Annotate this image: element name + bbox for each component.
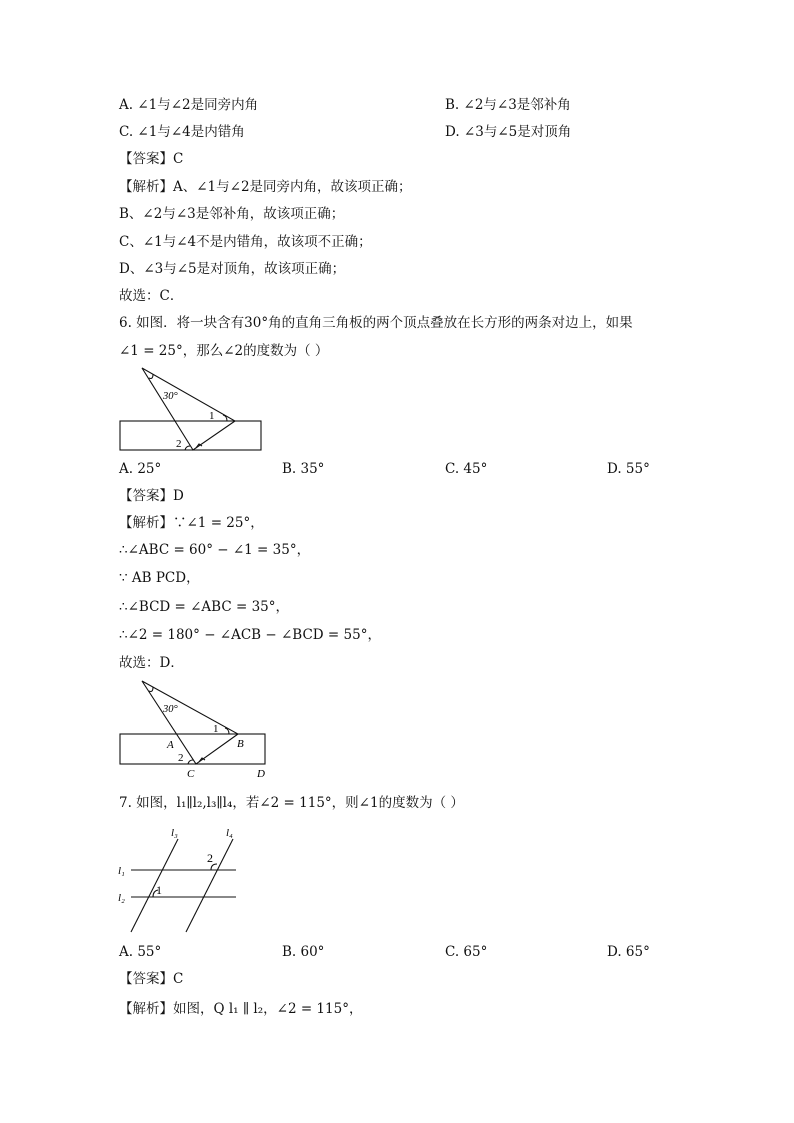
q6-fig1-angle-30: 30°: [163, 391, 178, 402]
q6-fig2-point-b: B: [237, 738, 244, 750]
q6-analysis-line: ∴∠ABC = 60° − ∠1 = 35°，: [119, 542, 311, 558]
q5-option-c: C. ∠1与∠4是内错角: [119, 124, 245, 140]
q5-answer: 【答案】C: [119, 151, 184, 167]
q7-label-l4: l₄: [226, 827, 233, 839]
q5-option-a: A. ∠1与∠2是同旁内角: [119, 97, 259, 113]
q7-angle-1: 1: [156, 883, 162, 897]
q6-fig1-label-1: 1: [209, 410, 215, 422]
q5-analysis-line: B、∠2与∠3是邻补角，故该项正确；: [119, 206, 345, 222]
q6-fig2-label-1: 1: [213, 723, 219, 735]
q7-angle-2: 2: [207, 851, 213, 865]
q6-fig2-point-d: D: [257, 768, 265, 780]
q6-fig2-point-c: C: [187, 768, 195, 780]
q7-option-d: D. 65°: [607, 944, 650, 960]
q6-fig2-angle-30: 30°: [163, 704, 178, 715]
q6-option-c: C. 45°: [445, 461, 488, 477]
q6-analysis-line: ∴∠BCD = ∠ABC = 35°，: [119, 599, 290, 615]
q6-analysis-line: 故选：D．: [119, 655, 184, 671]
q6-fig2-label-2: 2: [178, 752, 184, 764]
q5-option-b: B. ∠2与∠3是邻补角: [445, 97, 571, 113]
q6-analysis-line: ∵ AB PCD，: [119, 570, 200, 586]
q6-fig1-label-2: 2: [176, 438, 182, 450]
q6-option-a: A. 25°: [119, 461, 162, 477]
q5-analysis-line: C、∠1与∠4不是内错角，故该项不正确；: [119, 234, 372, 250]
q6-option-b: B. 35°: [282, 461, 325, 477]
q5-option-d: D. ∠3与∠5是对顶角: [445, 124, 572, 140]
q6-analysis-line: ∴∠2 = 180° − ∠ACB − ∠BCD = 55°，: [119, 627, 381, 643]
q6-option-d: D. 55°: [607, 461, 650, 477]
q7-label-l1: l₁: [118, 865, 125, 877]
q6-stem: 6. 如图．将一块含有30°角的直角三角板的两个顶点叠放在长方形的两条对边上，如果: [119, 315, 633, 331]
q6-figure-1: [115, 364, 270, 456]
q7-stem: 7. 如图，l₁∥l₂,l₃∥l₄，若∠2 = 115°，则∠1的度数为（ ）: [119, 795, 464, 811]
q5-analysis-line: 故选：C．: [119, 288, 184, 304]
q6-answer: 【答案】D: [119, 488, 184, 504]
q7-option-a: A. 55°: [119, 944, 162, 960]
q7-figure: [115, 820, 250, 938]
q7-option-b: B. 60°: [282, 944, 325, 960]
q6-analysis-line: 【解析】∵∠1 = 25°，: [119, 515, 264, 531]
q7-option-c: C. 65°: [445, 944, 488, 960]
q5-analysis-line: D、∠3与∠5是对顶角，故该项正确；: [119, 261, 346, 277]
q5-analysis-line: 【解析】A、∠1与∠2是同旁内角，故该项正确；: [119, 179, 412, 195]
q6-figure-2: [115, 676, 275, 782]
q7-label-l3: l₃: [171, 827, 178, 839]
q6-stem-cont: ∠1 = 25°，那么∠2的度数为（ ）: [119, 343, 329, 359]
q7-answer: 【答案】C: [119, 971, 184, 987]
q7-analysis-line: 【解析】如图，Q l₁ ∥ l₂，∠2 = 115°，: [119, 1001, 363, 1017]
q7-label-l2: l₂: [118, 892, 125, 904]
q6-fig2-point-a: A: [167, 739, 174, 751]
